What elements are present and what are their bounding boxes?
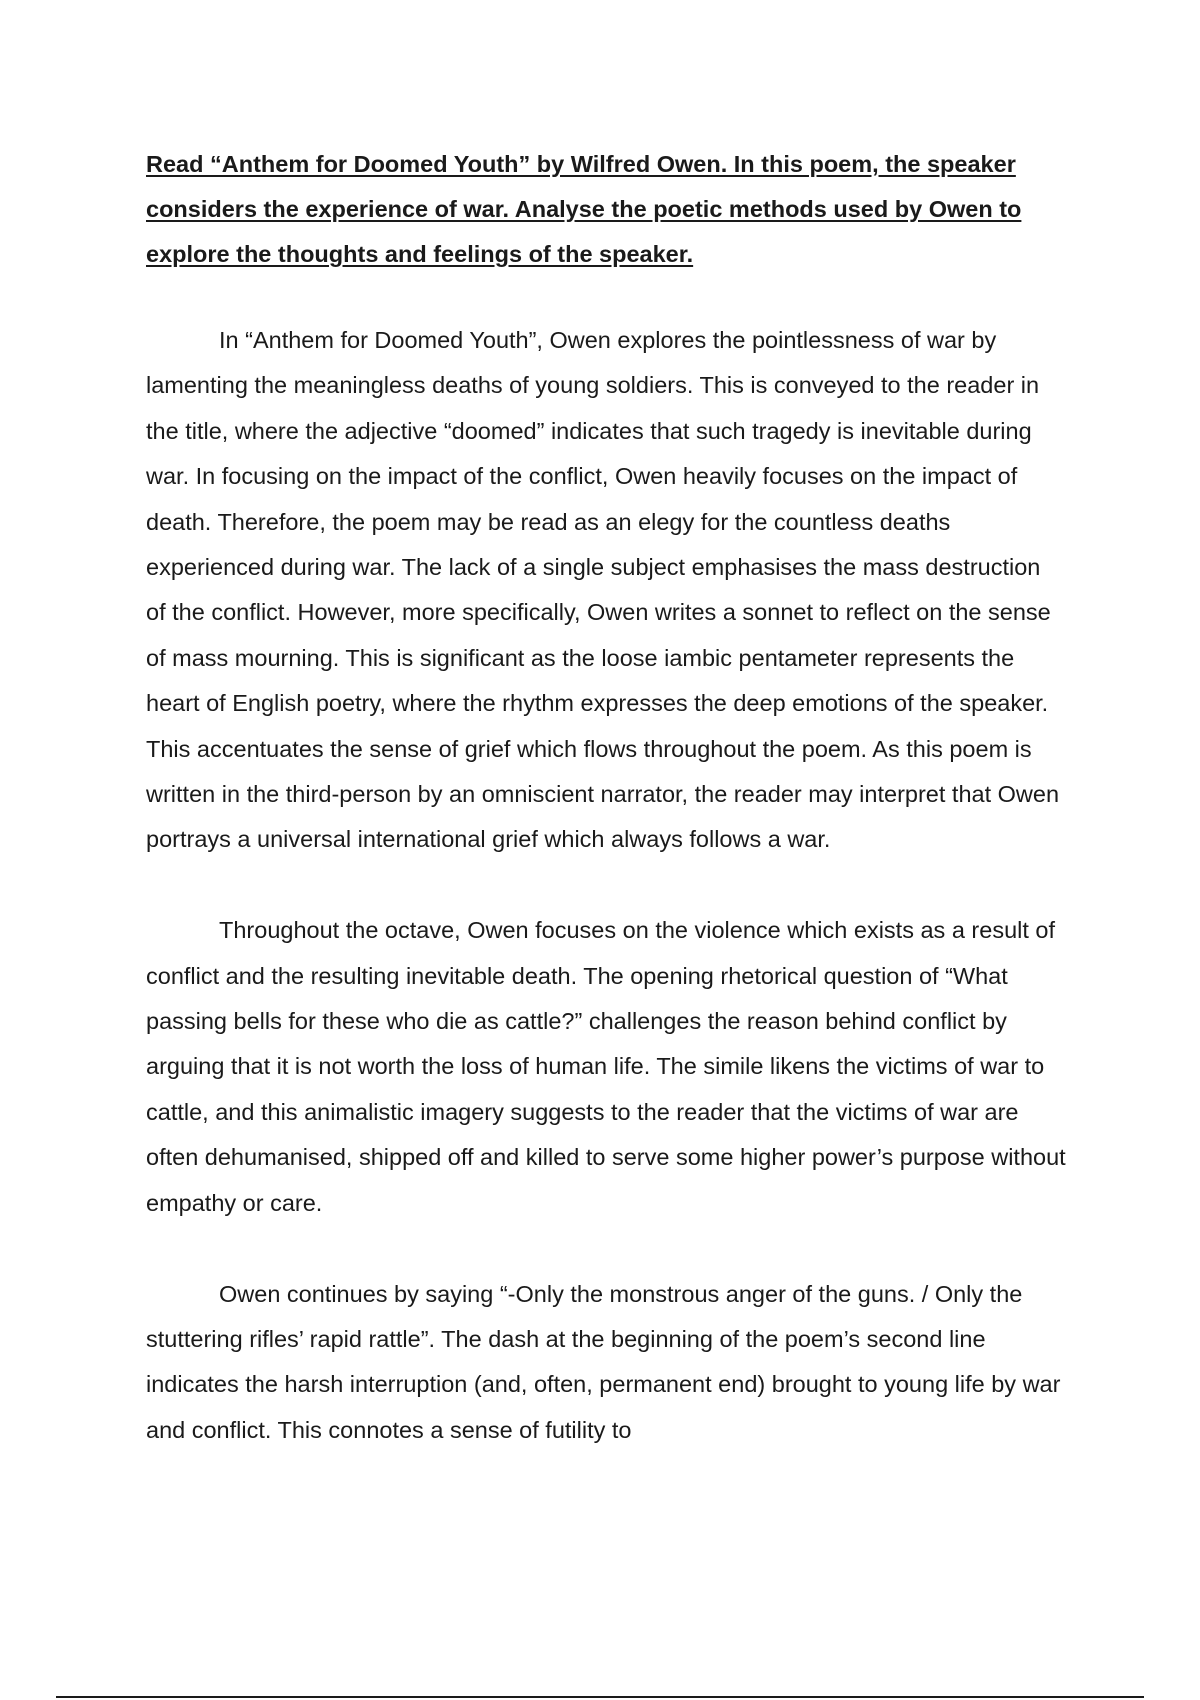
essay-question: Read “Anthem for Doomed Youth” by Wilfred Owen. In this poem, the speaker considers the experience of war. Analyse the poetic methods used by Owen to explore the thoughts and feelings of the speaker. bbox=[146, 151, 1022, 267]
essay-paragraph-1: In “Anthem for Doomed Youth”, Owen explores the pointlessness of war by lamenting the meaningless deaths of young soldiers. This is conveyed to the reader in the title, where the adjective “doomed” indicates that such tragedy is inevitable during war. In focusing on the impact of the conflict, Owen heavily focuses on the impact of death. Therefore, the poem may be read as an elegy for the countless deaths experienced during war. The lack of a single subject emphasises the mass destruction of the conflict. However, more specifically, Owen writes a sonnet to reflect on the sense of mass mourning. This is significant as the loose iambic pentameter represents the heart of English poetry, where the rhythm expresses the deep emotions of the speaker. This accentuates the sense of grief which flows throughout the poem. As this poem is written in the third-person by an omniscient narrator, the reader may interpret that Owen portrays a universal international grief which always follows a war. bbox=[146, 327, 1060, 853]
essay-body bbox=[146, 318, 1066, 1499]
page-bottom-rule bbox=[56, 1696, 1144, 1698]
essay-paragraph-3: Owen continues by saying “-Only the monstrous anger of the guns. / Only the stuttering rifles’ rapid rattle”. The dash at the beginning of the poem’s second line indicates the harsh interruption (and, often, permanent end) brought to young life by war and conflict. This connotes a sense of futility to bbox=[146, 1280, 1061, 1443]
essay-paragraph-2: Throughout the octave, Owen focuses on the violence which exists as a result of conflict and the resulting inevitable death. The opening rhetorical question of “What passing bells for these who die as cattle?” challenges the reason behind conflict by arguing that it is not worth the loss of human life. The simile likens the victims of war to cattle, and this animalistic imagery suggests to the reader that the victims of war are often dehumanised, shipped off and killed to serve some higher power’s purpose without empathy or care. bbox=[146, 917, 1066, 1216]
